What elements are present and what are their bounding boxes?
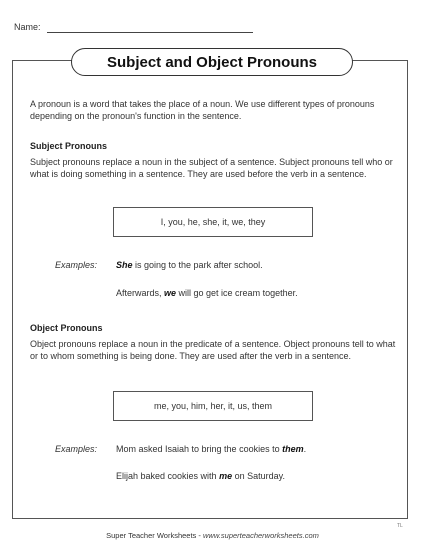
object-examples-label: Examples: (55, 444, 98, 454)
example-pronoun: we (164, 288, 177, 298)
object-pronoun-box (113, 391, 313, 421)
example-pronoun: me (219, 471, 233, 481)
example-text: . (303, 444, 307, 454)
footer-url-link[interactable]: www.superteacherworksheets.com (202, 531, 319, 540)
page-title-text: Subject and Object Pronouns (106, 53, 318, 71)
example-text: Afterwards, (116, 288, 165, 298)
name-label: Name: (14, 22, 41, 32)
intro-paragraph: A pronoun is a word that takes the place of a noun. We use different types of pronouns depending on the pronoun's function in the sentence. (30, 99, 375, 121)
footer-brand: Super Teacher Worksheets (106, 531, 197, 540)
example-text: Mom asked Isaiah to bring the cookies to (116, 444, 283, 454)
example-text: Elijah baked cookies with (116, 471, 220, 481)
object-pronoun-list: me, you, him, her, it, us, them (153, 401, 273, 411)
object-heading: Object Pronouns (30, 323, 103, 333)
subject-heading: Subject Pronouns (30, 141, 108, 151)
name-line (47, 32, 253, 33)
object-description: Object pronouns replace a noun in the predicate of a sentence. Object pronouns tell to what or to whom something is being done. They are used after the verb in a sentence. (30, 339, 396, 361)
subject-pronoun-box (113, 207, 313, 237)
example-pronoun: them (282, 444, 304, 454)
example-pronoun: She (116, 260, 133, 270)
page-code: TL (397, 523, 403, 529)
page-title (71, 48, 353, 76)
subject-pronoun-list: I, you, he, she, it, we, they (160, 217, 266, 227)
object-example-2 (116, 471, 285, 481)
example-text: is going to the park after school. (132, 260, 263, 270)
footer (0, 531, 425, 540)
object-example-1 (116, 444, 306, 454)
subject-example-2 (116, 288, 298, 298)
subject-description: Subject pronouns replace a noun in the subject of a sentence. Subject pronouns tell who or what is doing something in a sentence. They are used before the verb in a sentence. (30, 157, 393, 179)
subject-examples-label: Examples: (55, 260, 98, 270)
example-text: will go get ice cream together. (176, 288, 298, 298)
footer-separator: - (196, 531, 203, 540)
example-text: on Saturday. (232, 471, 285, 481)
subject-example-1 (116, 260, 263, 270)
